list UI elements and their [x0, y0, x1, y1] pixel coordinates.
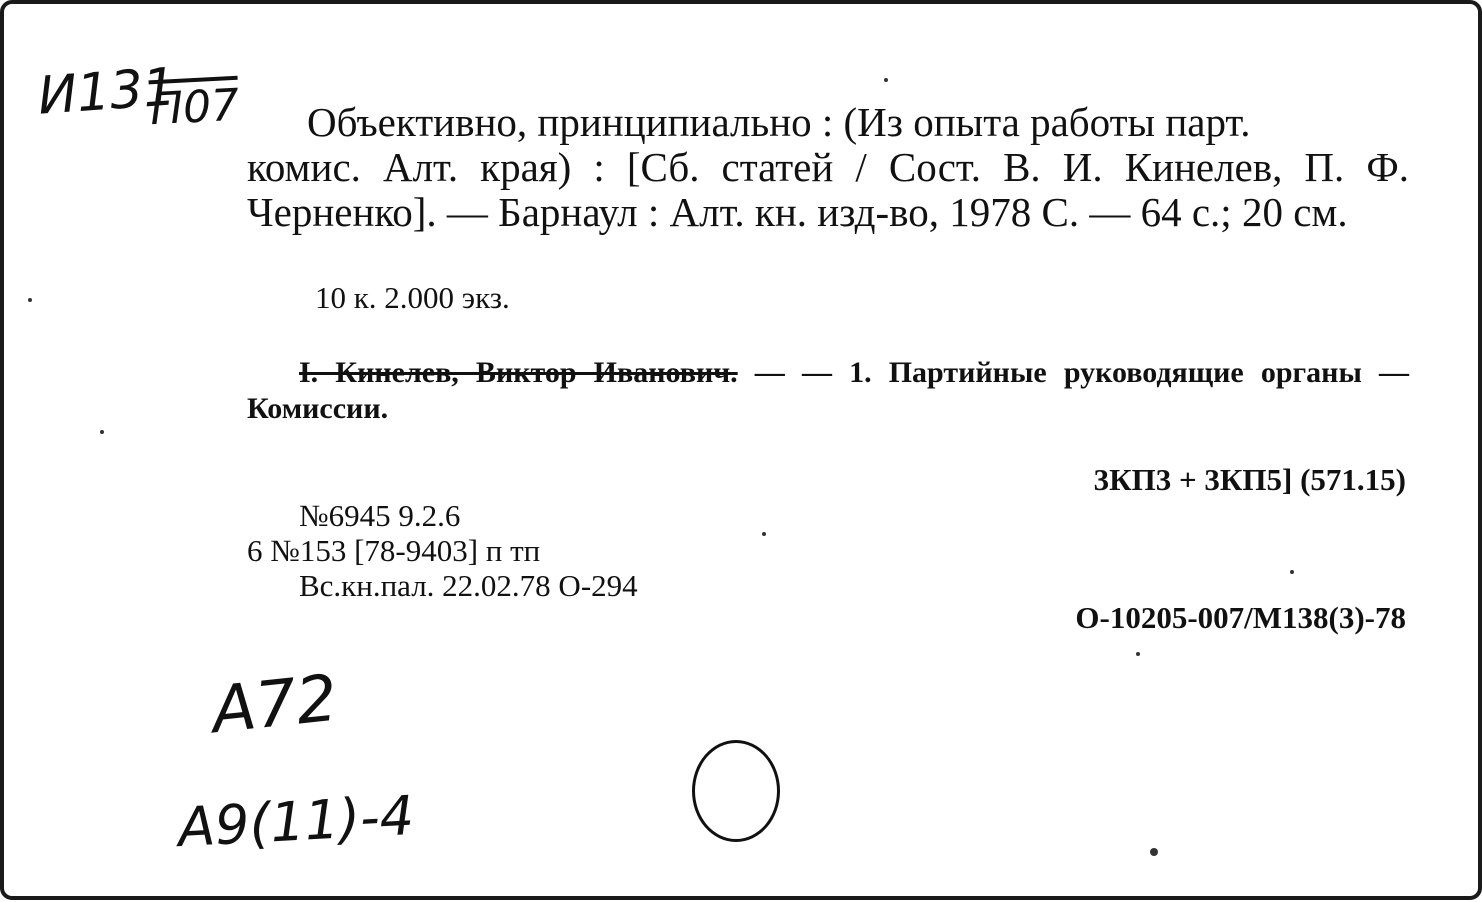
classification-index: 3КП3 + 3КП5] (571.15)	[1093, 462, 1406, 497]
hand-drawn-circle	[692, 740, 780, 842]
price-and-print-run: 10 к. 2.000 экз.	[315, 280, 510, 315]
pub-code-line: №6945 9.2.6	[299, 498, 461, 533]
publisher-code: О-10205-007/М138(3)-78	[1075, 600, 1406, 635]
bibliographic-entry	[247, 100, 1409, 235]
entry-title: Объективно, принципиально : (Из опыта работы парт.	[307, 99, 1251, 145]
ink-speck	[884, 78, 888, 82]
subject-headings	[247, 355, 1409, 427]
ink-speck	[1290, 570, 1294, 574]
entry-description: комис. Алт. края) : [Сб. статей / Сост. В. И. Кинелев, П. Ф. Черненко]. — Барнаул : Алт. кн. изд-во, 1978 С. — 64 с.; 20 см.	[247, 144, 1409, 235]
struck-author-heading: I. Кинелев, Виктор Иванович.	[299, 356, 738, 389]
ink-speck	[1150, 848, 1158, 856]
pub-code-line: 6 №153 [78-9403] п тп	[247, 533, 541, 568]
ink-speck	[100, 430, 104, 434]
pub-code-line: Вс.кн.пал. 22.02.78 О-294	[299, 568, 638, 603]
handwritten-shelf-mark: И131	[36, 57, 179, 127]
subject-list: — — 1. Партийные руководящие органы — Комиссии.	[247, 356, 1410, 425]
handwritten-a72: А72	[208, 661, 341, 749]
ink-speck	[28, 298, 32, 302]
ink-speck	[762, 532, 766, 536]
publication-codes	[247, 498, 638, 603]
handwritten-shelf-mark-2: П07	[148, 79, 241, 136]
ink-speck	[1136, 652, 1140, 656]
handwritten-a9: А9(11)-4	[176, 783, 416, 860]
